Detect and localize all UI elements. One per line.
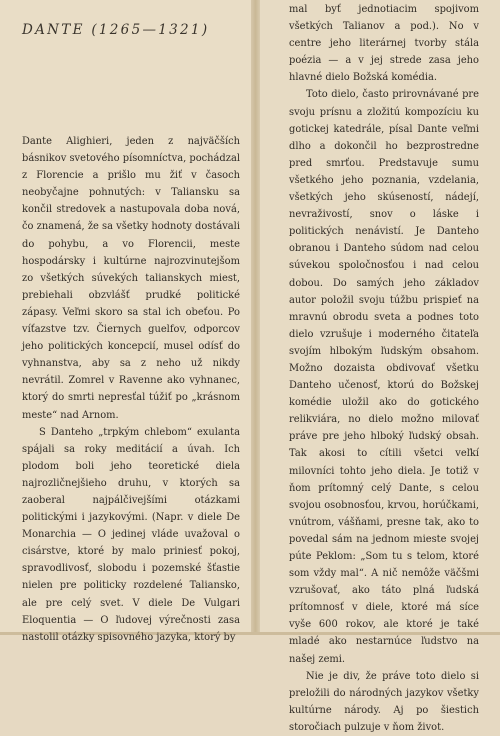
book-gutter [251,0,260,635]
left-column-text [22,133,240,646]
paragraph: S Danteho „trpkým chlebom“ exulanta spájali sa roky meditácií a úvah. Ich plodom boli jeho teoretické diela najrozličnejšieho druhu, v ktorých sa zaoberal najpálčivejšími otázkami politickými i jazykovými. (Napr. v diele De Monarchia — O jedinej vláde uvažoval o cisárstve, ktoré by malo priniesť pokoj, spravodlivosť, slobodu i pozemské šťastie nielen pre politicky rozdelené Taliansko, ale pre celý svet. V diele De Vulgari Eloquentia — O ľudovej výrečnosti zasa nastolil otázky spisovného jazyka, ktorý by [22,426,240,643]
paragraph: mal byť jednotiacim spojivom všetkých Talianov a pod.). No v centre jeho literárnej tvorby stála poézia — a v jej strede zasa jeho hlavné dielo Božská komédia. [289,4,479,84]
chapter-heading: DANTE (1265—1321) [22,22,210,38]
right-column-text [289,1,479,736]
paragraph: Dante Alighieri, jeden z najväčších básnikov svetového písomníctva, pochádzal z Florencie a prišlo mu žiť v časoch neobyčajne pohnutých: v Taliansku sa končil stredovek a nastupovala doba nová, čo znamená, že sa všetky hodnoty dostávali do pohybu, a vo Florencii, meste hospodársky i kultúrne najrozvinutejšom zo všetkých súvekých talianskych miest, prebiehali obzvlášť prudké politické zápasy. Veľmi skoro sa stal ich obeťou. Po víťazstve tzv. Čiernych guelfov, odporcov jeho politických koncepcií, musel odísť do vyhnanstva, aby sa z neho už nikdy nevrátil. Zomrel v Ravenne ako vyhnanec, ktorý do smrti nepresťal túžiť po „krásnom meste“ nad Arnom. [22,136,240,421]
paragraph: Toto dielo, často prirovnávané pre svoju prísnu a zložitú kompozíciu ku gotickej katedrále, písal Dante veľmi dlho a dokončil ho bezprostredne pred smrťou. Predstavuje sumu všetkého jeho poznania, vzdelania, všetkých jeho skúseností, nádejí, nevraživostí, snov o láske i politických nenávistí. Je Danteho obranou i Danteho súdom nad celou súvekou spoločnosťou i nad celou dobou. Do samých jeho základov autor položil svoju túžbu prispieť na mravnú obrodu sveta a podnes toto dielo vzrušuje i moderného čitateľa svojím hlbokým ľudským obsahom. Možno dozaista obdivovať všetku Danteho učenosť, ktorú do Božskej komédie uložil ako do gotického relikviára, no dielo možno milovať práve pre jeho hlboký ľudský obsah. Tak akosi to cítili všetci veľkí milovníci tohto jeho diela. Je totiž v ňom prítomný celý Dante, s celou svojou osobnosťou, krvou, horúčkami, vnútrom, vášňami, presne tak, ako to povedal sám na jednom mieste svojej púte Peklom: „Som tu s telom, ktoré som vždy mal“. A nič nemôže väčšmi vzrušovať, ako táto plná ľudská prítomnosť v diele, ktoré má síce vyše 600 rokov, ale ktoré je také mladé ako nestarnúce ľudstvo na našej zemi. [289,89,479,665]
paragraph: Nie je div, že práve toto dielo si preložili do národných jazykov všetky kultúrne národy. Aj po šiestich storočiach pulzuje v ňom život. [289,670,479,733]
